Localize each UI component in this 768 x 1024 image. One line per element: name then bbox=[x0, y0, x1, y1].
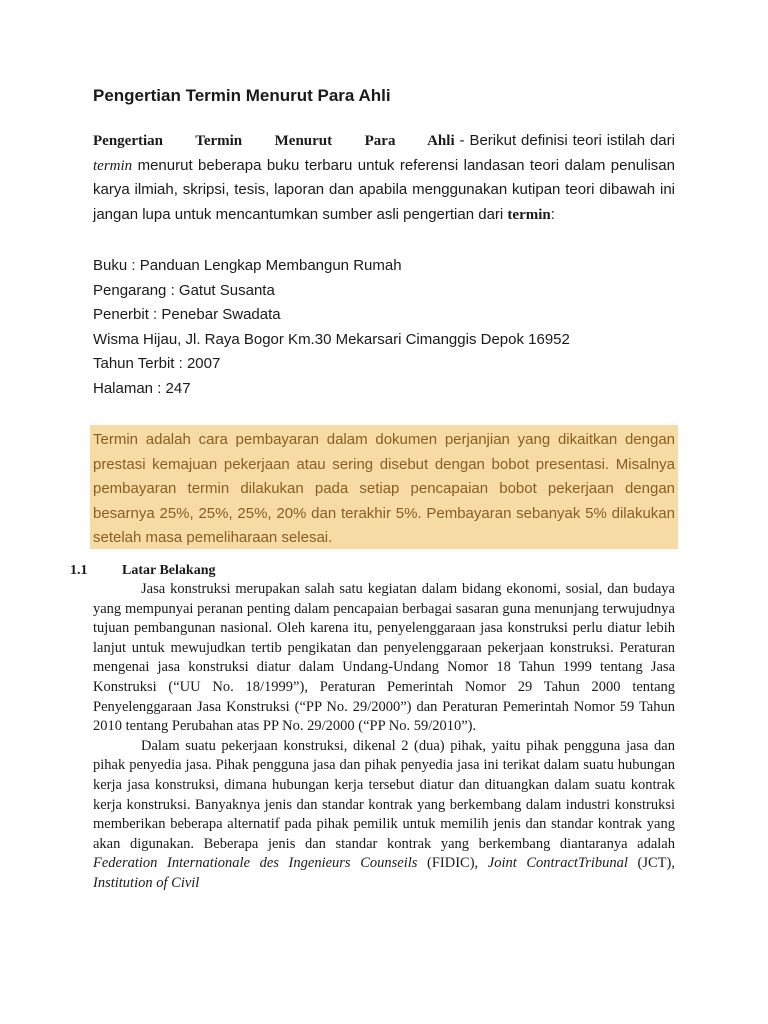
section-paragraph-2 bbox=[93, 737, 675, 894]
document-title: Pengertian Termin Menurut Para Ahli bbox=[93, 86, 391, 105]
intro-part2: menurut beberapa buku terbaru untuk referensi landasan teori dalam penulisan karya ilmiah, skripsi, tesis, laporan dan apabila menggunakan kutipan teori dibawah ini jangan lupa untuk mencantumkan sumber asli pengertian dari bbox=[93, 156, 675, 223]
intro-dash: - bbox=[454, 132, 470, 149]
intro-paragraph bbox=[93, 129, 675, 227]
intro-termin-italic: termin bbox=[93, 157, 133, 174]
section-number: 1.1 bbox=[70, 563, 88, 578]
book-publisher: Penerbit : Penebar Swadata bbox=[93, 306, 281, 324]
book-title: Buku : Panduan Lengkap Membangun Rumah bbox=[93, 257, 402, 274]
book-address: Wisma Hijau, Jl. Raya Bogor Km.30 Mekarsari Cimanggis Depok 16952 bbox=[93, 330, 570, 348]
fidic-name: Federation Internationale des Ingenieurs Counseils bbox=[93, 855, 418, 872]
icivil-name: Institution of Civil bbox=[93, 874, 200, 891]
intro-colon: : bbox=[550, 205, 555, 223]
jct-name: Joint ContractTribunal bbox=[487, 855, 628, 872]
highlight-quote: Termin adalah cara pembayaran dalam dokumen perjanjian yang dikaitkan dengan prestasi kemajuan pekerjaan atau sering disebut dengan bobot presentasi. Misalnya pembayaran termin dilakukan pada setiap pencapaian bobot pekerjaan dengan besarnya 25%, 25%, 25%, 20% dan terakhir 5%. Pembayaran sebanyak 5% dilakukan setelah masa pemeliharaan selesai. bbox=[93, 431, 675, 546]
paragraph-2-text: Dalam suatu pekerjaan konstruksi, dikenal 2 (dua) pihak, yaitu pihak pengguna jasa dan pihak penyedia jasa. Pihak pengguna jasa dan pihak penyedia jasa ini terikat dalam suatu hubungan kerja jasa konstruksi, dimana hubungan kerja tersebut diatur dan dituangkan dalam suatu kontrak kerja konstruksi. Banyaknya jenis dan standar kontrak yang berkembang dalam industri konstruksi memberikan beberapa alternatif pada pihak pemilik untuk memilih jenis dan standar kontrak yang akan digunakan. Beberapa jenis dan standar kontrak yang berkembang diantaranya adalah bbox=[93, 737, 675, 852]
fidic-abbr: (FIDIC), bbox=[417, 855, 488, 872]
book-pages: Halaman : 247 bbox=[93, 379, 191, 397]
section-title: Latar Belakang bbox=[122, 563, 216, 578]
intro-part1: Berikut definisi teori istilah dari bbox=[469, 132, 675, 149]
book-year: Tahun Terbit : 2007 bbox=[93, 355, 221, 373]
section-body bbox=[93, 580, 675, 894]
book-author: Pengarang : Gatut Susanta bbox=[93, 281, 275, 299]
book-reference bbox=[93, 254, 675, 402]
intro-termin-bold: termin bbox=[507, 206, 551, 223]
jct-abbr: (JCT), bbox=[627, 855, 675, 872]
section-paragraph-1: Jasa konstruksi merupakan salah satu kegiatan dalam bidang ekonomi, sosial, dan budaya yang mempunyai peranan penting dalam pencapaian berbagai sasaran guna menunjang terwujudnya tujuan pembangunan nasional. Oleh karena itu, penyelenggaraan jasa konstruksi perlu diatur lebih lanjut untuk mewujudkan tertib pengikatan dan penyelenggaraan pekerjaan konstruksi. Peraturan mengenai jasa konstruksi diatur dalam Undang-Undang Nomor 18 Tahun 1999 tentang Jasa Konstruksi (“UU No. 18/1999”), Peraturan Pemerintah Nomor 29 Tahun 2000 tentang Penyelenggaraan Jasa Konstruksi (“PP No. 29/2000”) dan Peraturan Pemerintah Nomor 59 Tahun 2010 tentang Perubahan atas PP No. 29/2000 (“PP No. 59/2010”). bbox=[93, 581, 675, 735]
intro-lead: Pengertian Termin Menurut Para Ahli bbox=[93, 133, 455, 149]
